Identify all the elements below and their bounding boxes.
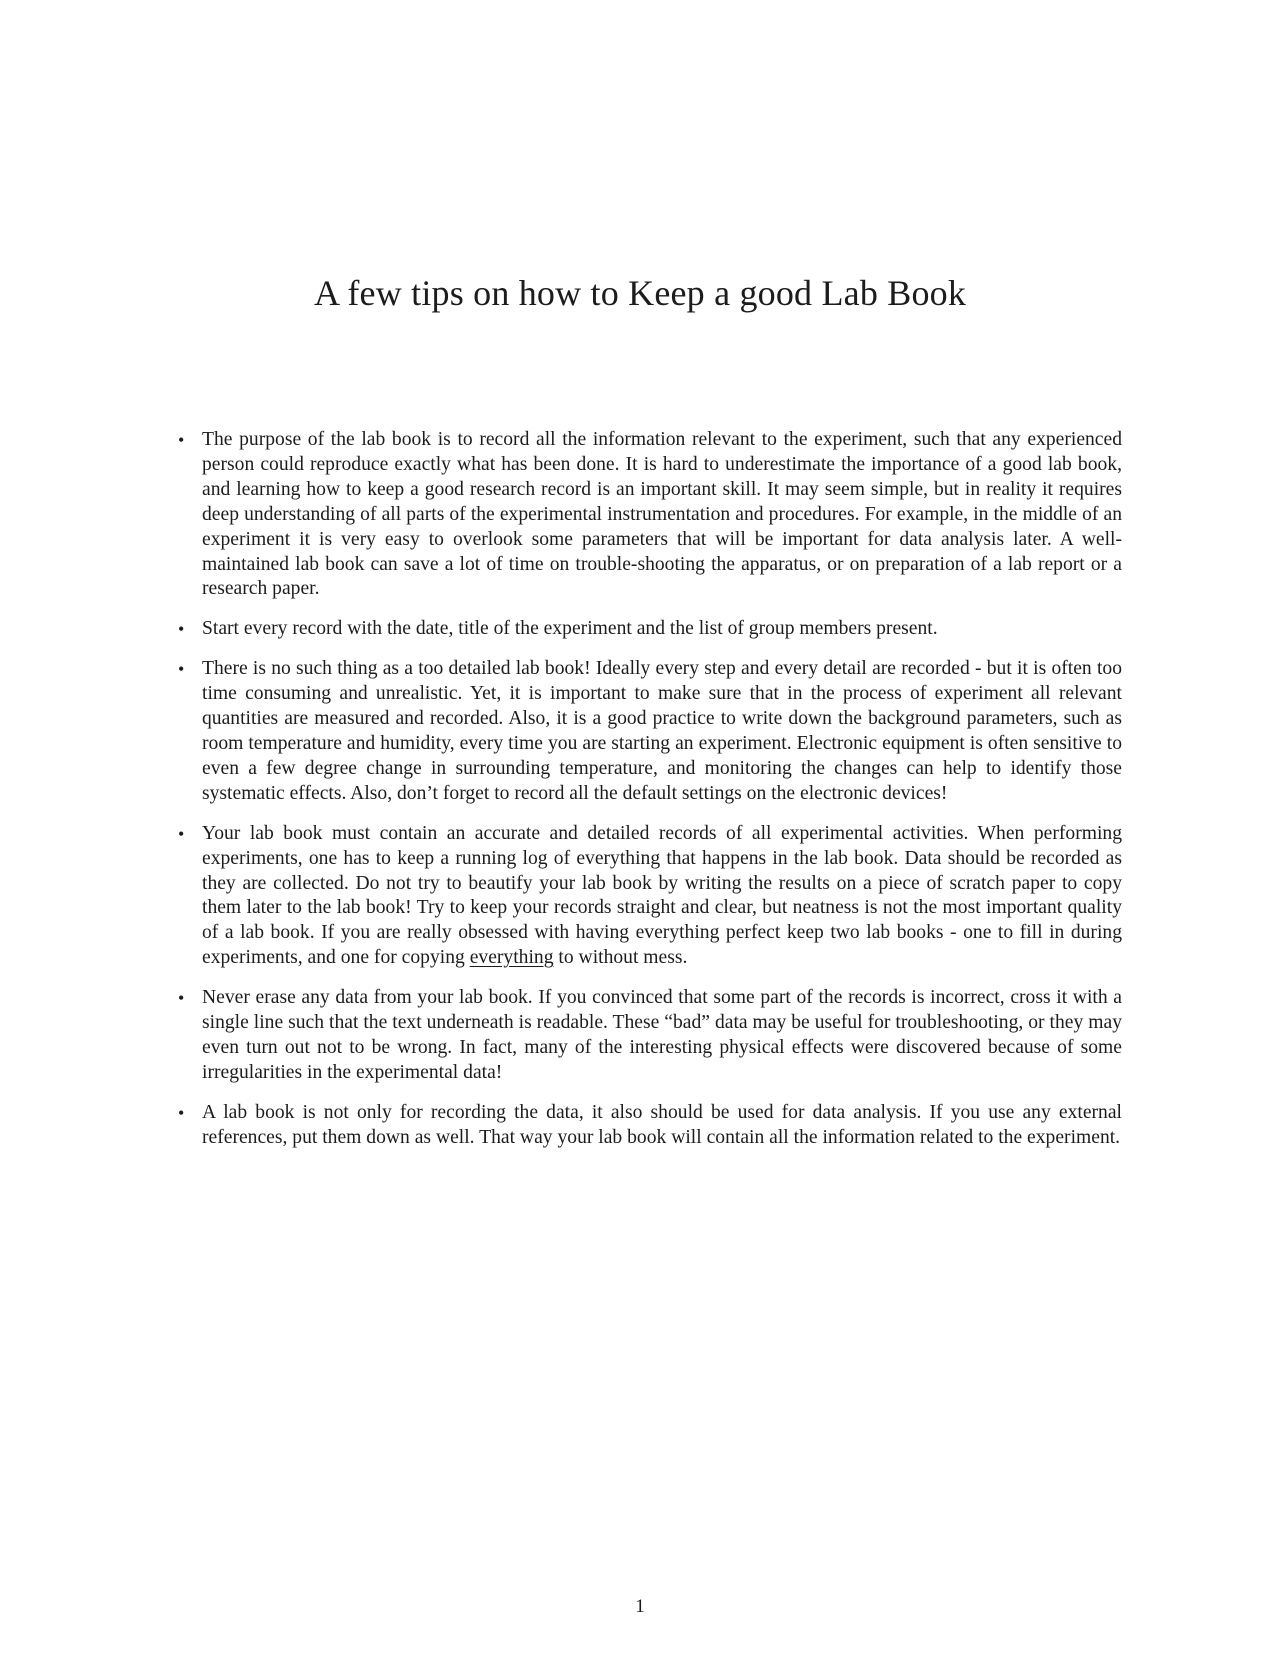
tip-item-analysis bbox=[178, 1101, 1122, 1151]
tip-item-start-record bbox=[178, 617, 1122, 642]
tip-item-never-erase bbox=[178, 986, 1122, 1086]
page-title: A few tips on how to Keep a good Lab Book bbox=[313, 273, 967, 313]
tip-text: There is no such thing as a too detailed lab book! Ideally every step and every detail are recorded - but it is often too time consuming and unrealistic. Yet, it is important to make sure that in the process of experiment all relevant quantities are measured and recorded. Also, it is a good practice to write down the background parameters, such as room temperature and humidity, every time you are starting an experiment. Electronic equipment is often sensitive to even a few degree change in surrounding temperature, and monitoring the changes can help to identify those systematic effects. Also, don’t forget to record all the default settings on the electronic devices! bbox=[202, 658, 1122, 804]
tip-item-accurate-records bbox=[178, 822, 1122, 971]
tip-item-detail bbox=[178, 657, 1122, 806]
tip-text: A lab book is not only for recording the data, it also should be used for data analysis. If you use any external references, put them down as well. That way your lab book will contain all the information related to the experiment. bbox=[202, 1101, 1122, 1148]
tips-list bbox=[178, 428, 1122, 1166]
bullet-icon: • bbox=[178, 430, 185, 450]
tip-text: The purpose of the lab book is to record all the information relevant to the experiment, such that any experienced person could reproduce exactly what has been done. It is hard to underestimate the importance of a good lab book, and learning how to keep a good research record is an important skill. It may seem simple, but in reality it requires deep understanding of all parts of the experimental instrumentation and procedures. For example, in the middle of an experiment it is very easy to overlook some parameters that will be important for data analysis later. A well-maintained lab book can save a lot of time on trouble-shooting the apparatus, or on preparation of a lab report or a research paper. bbox=[202, 429, 1122, 600]
bullet-icon: • bbox=[178, 659, 185, 680]
page-number: 1 bbox=[635, 1596, 645, 1617]
tip-text-before: Your lab book must contain an accurate and detailed records of all experimental activities. When performing experiments, one has to keep a running log of everything that happens in the lab book. Data should be recorded as they are collected. Do not try to beautify your lab book by writing the results on a piece of scratch paper to copy them later to the lab book! Try to keep your records straight and clear, but neatness is not the most important quality of a lab book. If you are really obsessed with having everything perfect keep two lab books - one to fill in during experiments, and one for copying bbox=[202, 822, 1122, 969]
bullet-icon: • bbox=[178, 619, 185, 640]
bullet-icon: • bbox=[178, 823, 185, 844]
tip-text: Never erase any data from your lab book. If you convinced that some part of the records is incorrect, cross it with a single line such that the text underneath is readable. These “bad” data may be useful for troubleshooting, or they may even turn out not to be wrong. In fact, many of the interesting physical effects were discovered because of some irregularities in the experimental data! bbox=[202, 987, 1122, 1083]
tip-text-underlined: everything bbox=[469, 947, 554, 969]
bullet-icon: • bbox=[178, 1102, 185, 1123]
tip-text: Start every record with the date, title of the experiment and the list of group members present. bbox=[202, 618, 938, 640]
bullet-icon: • bbox=[178, 988, 185, 1009]
tip-text-after: to without mess. bbox=[553, 947, 688, 969]
tip-item-purpose bbox=[178, 428, 1122, 602]
